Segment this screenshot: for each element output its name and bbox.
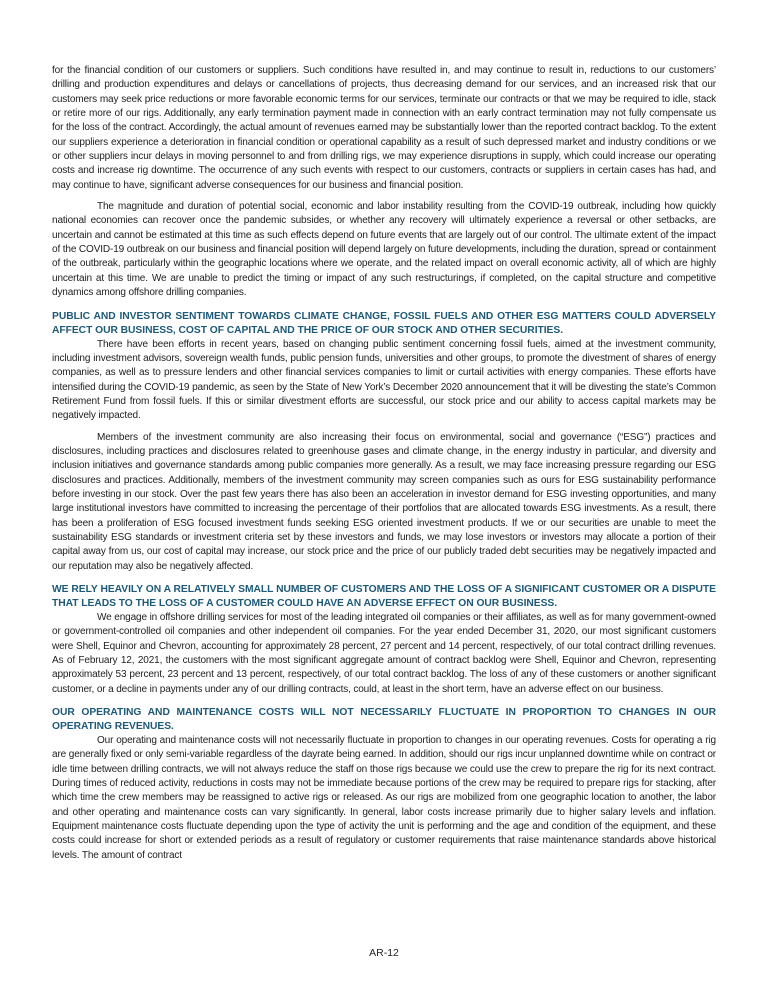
document-page [52,64,716,863]
paragraph-significant-customers: We engage in offshore drilling services for most of the leading integrated oil companies or their affiliates, as well as for many government-owned or government-controlled oil companies and other independent oil companies. For the year ended December 31, 2020, our most significant customers were Shell, Equinor and Chevron, accounting for approximately 28 percent, 27 percent and 14 percent, respectively, of our total contract drilling revenues. As of February 12, 2021, the customers with the most significant aggregate amount of contract backlog were Shell, Equinor and Chevron, representing approximately 53 percent, 23 percent and 13 percent, respectively, of our total contract backlog. The loss of any of these customers or another significant customer, or a decline in payments under any of our drilling contracts, could, at least in the short term, have an adverse effect on our business. [52,612,716,695]
page-number: AR-12 [369,947,399,959]
paragraph-divestment-efforts: There have been efforts in recent years, based on changing public sentiment concerning fossil fuels, aimed at the investment community, including investment advisors, sovereign wealth funds, public pension funds, universities and other groups, to promote the divestment of shares of energy companies, as well as to pressure lenders and other financial services companies to limit or curtail activities with energy companies. These efforts have intensified during the COVID-19 pandemic, as seen by the State of New York’s December 2020 announcement that it will be divesting the state’s Common Retirement Fund from fossil fuels. If this or similar divestment efforts are successful, our stock price and our ability to access capital markets may be negatively impacted. [52,338,716,422]
paragraph-esg-focus: Members of the investment community are also increasing their focus on environmental, social and governance (“ESG”) practices and disclosures, including practices and disclosures related to greenhouse gases and climate change, in the energy industry in particular, and diversity and inclusion initiatives and governance standards among public companies more generally. As a result, we may face increasing pressure regarding our ESG disclosures and practices. Additionally, members of the investment community may screen companies such as ours for ESG sustainability performance before investing in our stock. Over the past few years there has also been an acceleration in investor demand for ESG investing opportunities, and many large institutional investors have committed to increasing the percentage of their portfolios that are allocated towards ESG investments. As a result, there has been a proliferation of ESG focused investment funds seeking ESG oriented investment products. If we or our securities are unable to meet the sustainability ESG standards or investment criteria set by these investors and funds, we may lose investors or investors may allocate a portion of their capital away from us, our cost of capital may increase, our stock price and the price of our publicly traded debt securities may be negatively impacted and our reputation may also be negatively affected. [52,431,716,572]
heading-customer-concentration: WE RELY HEAVILY ON A RELATIVELY SMALL NUMBER OF CUSTOMERS AND THE LOSS OF A SIGNIFICANT CUSTOMER OR A DISPUTE THAT LEADS TO THE LOSS OF A CUSTOMER COULD HAVE AN ADVERSE EFFECT ON OUR BUSINESS. [52,584,716,609]
paragraph-covid-instability: The magnitude and duration of potential social, economic and labor instability resulting from the COVID-19 outbreak, including how quickly national economies can recover once the pandemic subsides, or whether any recovery will ultimately experience a reversal or other setbacks, are uncertain and cannot be estimated at this time as such effects depend on future events that are largely out of our control. The ultimate extent of the impact of the COVID-19 outbreak on our business and financial position will depend largely on future developments, including the duration, spread or containment of the outbreak, particularly within the geographic locations where we operate, and the related impact on overall economic activity, all of which are highly uncertain at this time. We are unable to predict the timing or impact of any such restructurings, if completed, on the capital structure and competitive dynamics among offshore drilling companies. [52,201,716,299]
paragraph-financial-condition: for the financial condition of our customers or suppliers. Such conditions have resulted in, and may continue to result in, reductions to our customers’ drilling and production expenditures and delays or cancellations of projects, thus decreasing demand for our services, and an increased risk that our customers may seek price reductions or more favorable economic terms for our services, terminate our contracts or that we may be required to idle, stack or retire more of our rigs. Additionally, any early termination payment made in connection with an early contract termination may not fully compensate us for the loss of the contract. Accordingly, the actual amount of revenues earned may be substantially lower than the reported contract backlog. To the extent our suppliers experience a deterioration in financial condition or operational capability as a result of such depressed market and industry conditions or we or other suppliers incur delays in moving personnel to and from drilling rigs, we may experience disruptions in supply, which could increase our operating costs and increase rig downtime. The occurrence of any such events with respect to our customers, contracts or suppliers in certain cases has had, and may continue to have, significant adverse consequences for our business and financial position. [52,65,716,191]
paragraph-operating-costs: Our operating and maintenance costs will not necessarily fluctuate in proportion to changes in our operating revenues. Costs for operating a rig are generally fixed or only semi-variable regardless of the dayrate being earned. In addition, should our rigs incur unplanned downtime while on contract or idle time between drilling contracts, we will not always reduce the staff on those rigs because we could use the crew to prepare the rig for its next contract. During times of reduced activity, reductions in costs may not be immediate because portions of the crew may be required to prepare rigs for stacking, after which time the crew members may be reassigned to active rigs or released. As our rigs are mobilized from one geographic location to another, the labor and other operating and maintenance costs can vary significantly. In general, labor costs increase primarily due to higher salary levels and inflation. Equipment maintenance costs fluctuate depending upon the type of activity the unit is performing and the age and condition of the equipment, and these costs could increase for short or extended periods as a result of regulatory or customer requirements that raise maintenance standards above historical levels. The amount of contract [52,735,716,861]
heading-esg-sentiment: PUBLIC AND INVESTOR SENTIMENT TOWARDS CLIMATE CHANGE, FOSSIL FUELS AND OTHER ESG MATTERS COULD ADVERSELY AFFECT OUR BUSINESS, COST OF CAPITAL AND THE PRICE OF OUR STOCK AND OTHER SECURITIES. [52,310,716,336]
heading-operating-costs: OUR OPERATING AND MAINTENANCE COSTS WILL NOT NECESSARILY FLUCTUATE IN PROPORTION TO CHANGES IN OUR OPERATING REVENUES. [52,707,716,733]
